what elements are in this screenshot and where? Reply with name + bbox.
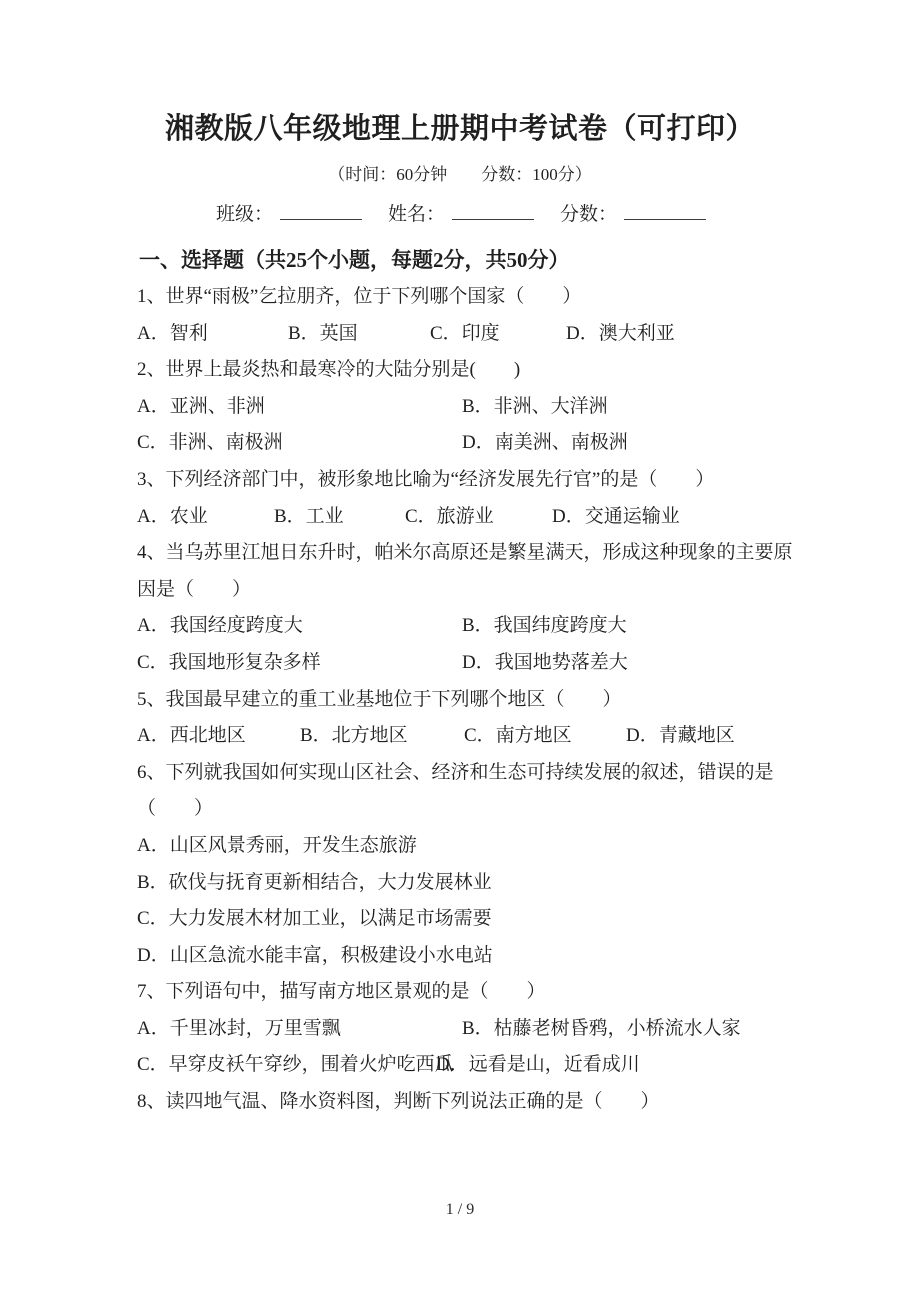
question-2-option-c: C．非洲、南极洲 <box>137 432 283 454</box>
question-4-text-line-2: 因是（ ） <box>137 578 252 600</box>
question-3-text: 3、下列经济部门中，被形象地比喻为“经济发展先行官”的是（ ） <box>137 468 715 490</box>
question-8-text: 8、读四地气温、降水资料图，判断下列说法正确的是（ ） <box>137 1091 660 1113</box>
question-2-options-row-2 <box>137 425 820 462</box>
score-field-label: 分数： <box>560 204 618 225</box>
class-field-label: 班级： <box>216 204 274 225</box>
question-4-options-row-2 <box>137 645 820 682</box>
question-7-text: 7、下列语句中，描写南方地区景观的是（ ） <box>137 981 546 1003</box>
question-7-option-d: D．远看是山，近看成川 <box>436 1054 640 1076</box>
question-3-option-c: C．旅游业 <box>405 505 494 527</box>
questions-area <box>0 279 920 1121</box>
question-6-option-a: A．山区风景秀丽，开发生态旅游 <box>137 834 417 856</box>
question-7-option-a: A．千里冰封，万里雪飘 <box>137 1017 341 1039</box>
class-field <box>216 200 362 230</box>
question-6-text-line-1: 6、下列就我国如何实现山区社会、经济和生态可持续发展的叙述，错误的是 <box>137 761 774 783</box>
section-1-heading: 一、选择题（共25个小题，每题2分，共50分） <box>139 248 570 272</box>
question-6-text-line-2: （ ） <box>137 798 214 820</box>
question-7-options-row-1 <box>137 1011 820 1048</box>
page-title: 湘教版八年级地理上册期中考试卷（可打印） <box>164 113 755 145</box>
question-4-options-row-1 <box>137 608 820 645</box>
name-blank-line <box>452 202 534 220</box>
question-6-option-d: D．山区急流水能丰富，积极建设小水电站 <box>137 944 493 966</box>
question-1-option-a: A．智利 <box>137 322 208 344</box>
question-3-option-a: A．农业 <box>137 505 208 527</box>
page-number: 1 / 9 <box>445 1201 475 1218</box>
question-5-text: 5、我国最早建立的重工业基地位于下列哪个地区（ ） <box>137 688 622 710</box>
question-7-option-b: B．枯藤老树昏鸦，小桥流水人家 <box>462 1017 741 1039</box>
question-5-option-a: A．西北地区 <box>137 725 246 747</box>
question-4-option-a: A．我国经度跨度大 <box>137 615 303 637</box>
question-7-option-c: C．早穿皮袄午穿纱，围着火炉吃西瓜 <box>137 1054 454 1076</box>
student-info-row <box>216 200 920 230</box>
question-6-option-c: C．大力发展木材加工业，以满足市场需要 <box>137 908 492 930</box>
question-2-option-b: B．非洲、大洋洲 <box>462 395 608 417</box>
score-blank-line <box>624 202 706 220</box>
question-2-option-d: D．南美洲、南极洲 <box>462 432 628 454</box>
question-5-option-b: B．北方地区 <box>300 725 408 747</box>
question-3-options <box>137 499 820 536</box>
question-5-option-c: C．南方地区 <box>464 725 572 747</box>
score-field <box>560 200 706 230</box>
question-6-option-b: B．砍伐与抚育更新相结合，大力发展林业 <box>137 871 492 893</box>
exam-meta: （时间：60分钟 分数：100分） <box>328 165 592 184</box>
question-4-text-line-1: 4、当乌苏里江旭日东升时，帕米尔高原还是繁星满天，形成这种现象的主要原 <box>137 542 793 564</box>
question-1-option-d: D．澳大利亚 <box>566 322 675 344</box>
question-7-options-row-2 <box>137 1047 820 1084</box>
question-1-option-c: C．印度 <box>430 322 500 344</box>
question-4-option-b: B．我国纬度跨度大 <box>462 615 627 637</box>
question-5-option-d: D．青藏地区 <box>626 725 735 747</box>
question-3-option-b: B．工业 <box>274 505 344 527</box>
question-4-option-d: D．我国地势落差大 <box>462 651 628 673</box>
question-2-option-a: A．亚洲、非洲 <box>137 395 265 417</box>
question-1-option-b: B．英国 <box>288 322 358 344</box>
question-1-text: 1、世界“雨极”乞拉朋齐，位于下列哪个国家（ ） <box>137 286 582 307</box>
question-2-text: 2、世界上最炎热和最寒冷的大陆分别是( ) <box>137 359 521 381</box>
question-1-options <box>137 316 820 353</box>
question-4-option-c: C．我国地形复杂多样 <box>137 651 321 673</box>
question-5-options <box>137 718 820 755</box>
name-field-label: 姓名： <box>388 204 446 225</box>
class-blank-line <box>280 202 362 220</box>
name-field <box>388 200 534 230</box>
question-3-option-d: D．交通运输业 <box>552 505 680 527</box>
question-2-options-row-1 <box>137 389 820 426</box>
